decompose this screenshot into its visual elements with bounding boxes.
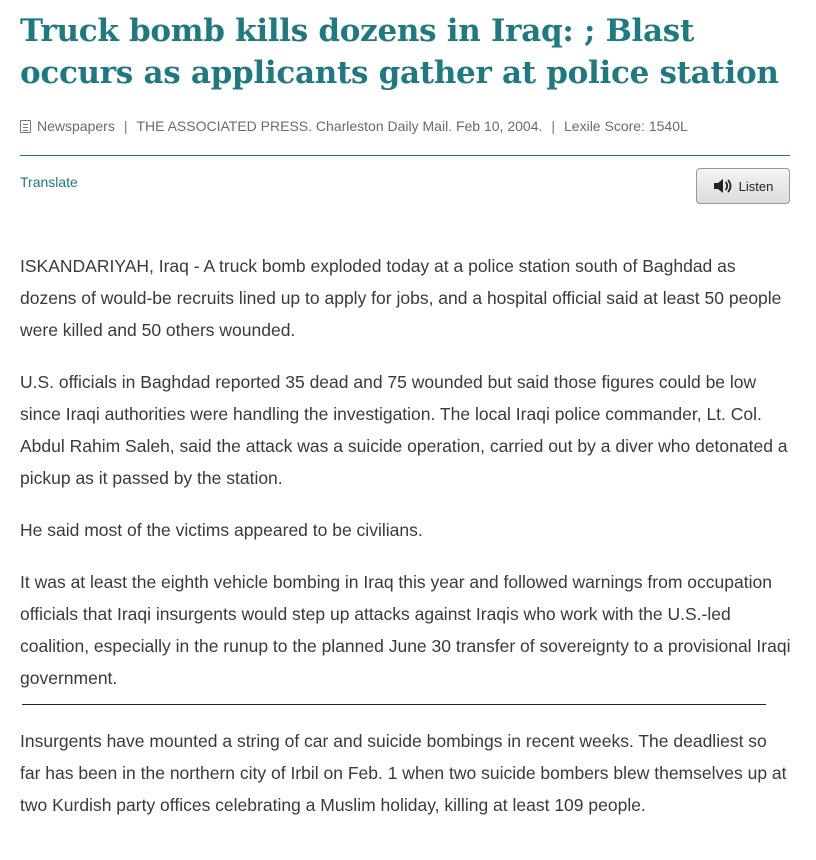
listen-button[interactable] — [696, 168, 790, 204]
lexile-score: Lexile Score: 1540L — [564, 118, 688, 134]
article-headline: Truck bomb kills dozens in Iraq: ; Blast occurs as applicants gather at police station — [20, 13, 779, 91]
article-meta — [20, 116, 792, 136]
translate-link[interactable]: Translate — [20, 174, 78, 190]
paragraph-rule — [22, 704, 766, 705]
article-toolbar — [20, 156, 792, 226]
article-paragraph: He said most of the victims appeared to be civilians. — [20, 520, 423, 540]
doc-type: Newspapers — [37, 118, 115, 134]
article-paragraph: It was at least the eighth vehicle bombing in Iraq this year and followed warnings from occupation officials that Iraqi insurgents would step up attacks against Iraqis who work with the U.S.-led coalition, especially in the runup to the planned June 30 transfer of sovereignty to a provisional Iraqi government. — [20, 572, 791, 688]
article-source: THE ASSOCIATED PRESS. Charleston Daily Mail. Feb 10, 2004. — [136, 118, 543, 134]
article-paragraph: Insurgents have mounted a string of car and suicide bombings in recent weeks. The deadliest so far has been in the northern city of Irbil on Feb. 1 when two suicide bombers blew themselves up at two Kurdish party offices celebrating a Muslim holiday, killing at least 109 people. — [20, 731, 787, 815]
meta-separator: | — [123, 118, 128, 134]
article-paragraph: U.S. officials in Baghdad reported 35 dead and 75 wounded but said those figures could be low since Iraqi authorities were handling the investigation. The local Iraqi police commander, Lt. Col. Abdul Rahim Saleh, said the attack was a suicide operation, carried out by a diver who detonated a pickup as it passed by the station. — [20, 372, 788, 488]
document-icon — [20, 120, 31, 133]
article-paragraph: ISKANDARIYAH, Iraq - A truck bomb exploded today at a police station south of Baghdad as dozens of would-be recruits lined up to apply for jobs, and a hospital official said at least 50 people were killed and 50 others wounded. — [20, 256, 782, 340]
article — [20, 0, 792, 841]
listen-label: Listen — [738, 178, 774, 194]
article-body — [20, 250, 792, 821]
meta-separator: | — [551, 118, 556, 134]
speaker-icon — [713, 178, 733, 194]
